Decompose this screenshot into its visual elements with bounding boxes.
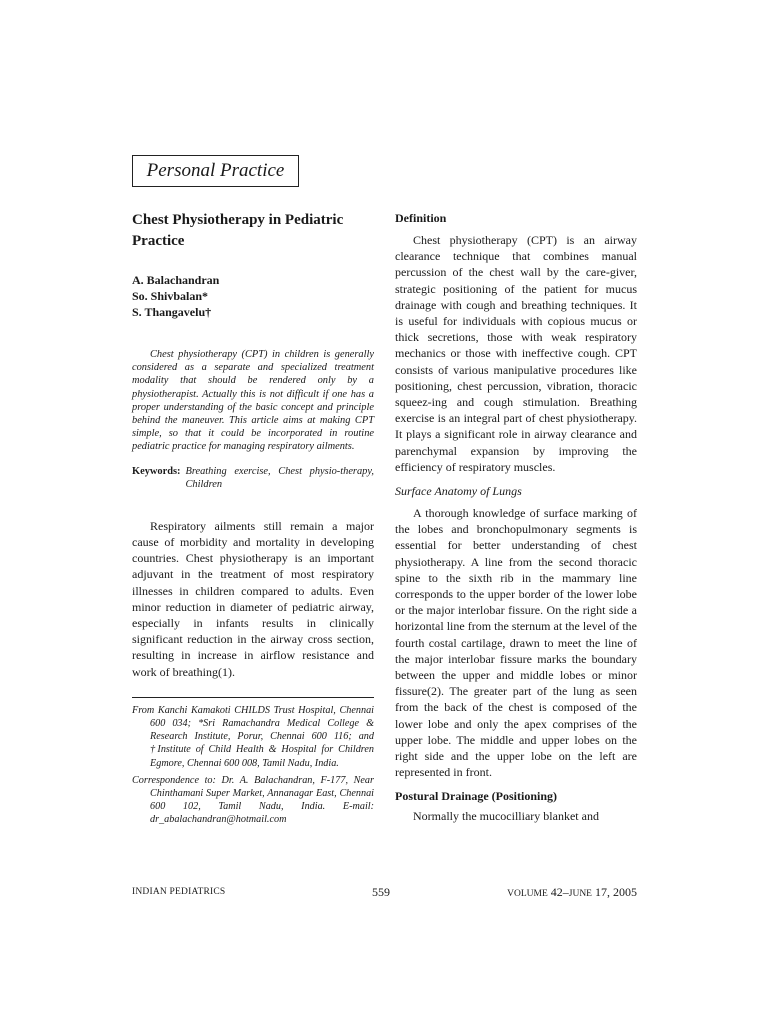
keywords-label: Keywords: [132,465,181,477]
volume-date: VOLUME 42–JUNE 17, 2005 [507,885,637,899]
right-column [395,210,637,824]
postural-drainage-heading: Postural Drainage (Positioning) [395,788,557,803]
issue-date: 17, 2005 [595,885,637,899]
correspondence-footnote: Correspondence to: Dr. A. Balachandran, F-177, Near Chinthamani Super Market, Annanagar East, Chennai 600 102, Tamil Nadu, India. E-mail: dr_abalachandran@hotmail.com [132,774,374,826]
author-list [132,272,374,320]
left-column [132,210,374,831]
keywords [132,465,374,492]
abstract: Chest physiotherapy (CPT) in children is generally considered as a separate and specialized treatment modality that should be rendered only by a physiotherapist. Actually this is not difficult if one has a proper understanding of the basic concept and principle behind the maneuver. This article aims at making CPT simple, so that it could be incorporated in routine pediatric practice for managing respiratory ailments. [132,349,374,453]
intro-paragraph: Respiratory ailments still remain a major cause of morbidity and mortality in developing countries. Chest physiotherapy is an important adjuvant in the treatment of most respiratory illnesses in children compared to adults. Even minor reduction in diameter of pediatric airway, especially in infants results in clinically significant reduction in the airway cross section, resulting in increase in airflow resistance and work of breathing(1). [132,518,374,679]
journal-name: INDIAN PEDIATRICS [132,887,226,897]
page-footer [132,885,637,901]
surface-anatomy-paragraph: A thorough knowledge of surface marking of the lobes and bronchopulmonary segments is essential for better understanding of chest physiotherapy. A line from the second thoracic spine to the sixth rib in the mammary line corresponds to the upper border of the lower lobe or the major interlobar fissure. On the right side a horizontal line from the sternum at the level of the fourth costal cartilage, drawn to meet the line of the major interlobar fissure marks the boundary between the upper and middle lobes or minor fissure(2). The greater part of the lung as seen from the back of the chest is composed of the lower lobe and only the apex comprises of the upper lobe. The middle and upper lobes on the right side and the upper lobe on the left are represented in front. [395,506,637,780]
surface-anatomy-heading: Surface Anatomy of Lungs [395,484,522,499]
author-name: S. Thangavelu† [132,305,212,319]
page-number: 559 [372,885,390,899]
postural-drainage-paragraph: Normally the mucocilliary blanket and [413,808,599,823]
author-name: A. Balachandran [132,273,220,287]
issue-month: JUNE [568,889,592,899]
volume-label: VOLUME [507,889,548,899]
section-label: Personal Practice [146,160,285,181]
section-label-box [132,155,299,187]
definition-paragraph: Chest physiotherapy (CPT) is an airway clearance technique that combines manual percussion of the chest wall by the care-giver, strategic positioning of the patient for mucus drainage with cough and breathing techniques. It is useful for individuals with copious mucus or thick secretions, those with weak respiratory mechanics or those with ineffective cough. CPT consists of various manipulative procedures like positioning, chest percussion, vibration, thoracic squeez-ing and cough stimulation. Breathing exercise is an integral part of chest physiotherapy. It plays a significant role in airway clearance and parenchymal expansion by improving the efficiency of respiratory muscles. [395,233,637,474]
keywords-text: Breathing exercise, Chest physio-therapy, Children [185,465,374,491]
article-title: Chest Physiotherapy in Pediatric Practice [132,212,344,249]
definition-heading: Definition [395,211,447,225]
affiliation-footnote: From Kanchi Kamakoti CHILDS Trust Hospital, Chennai 600 034; *Sri Ramachandra Medical College & Research Institute, Porur, Chennai 600 116; and †Institute of Child Health & Hospital for Children Egmore, Chennai 600 008, Tamil Nadu, India. [132,704,374,769]
volume-number: 42 [550,885,563,899]
author-name: So. Shivbalan* [132,289,209,303]
footnote-divider [132,697,374,698]
